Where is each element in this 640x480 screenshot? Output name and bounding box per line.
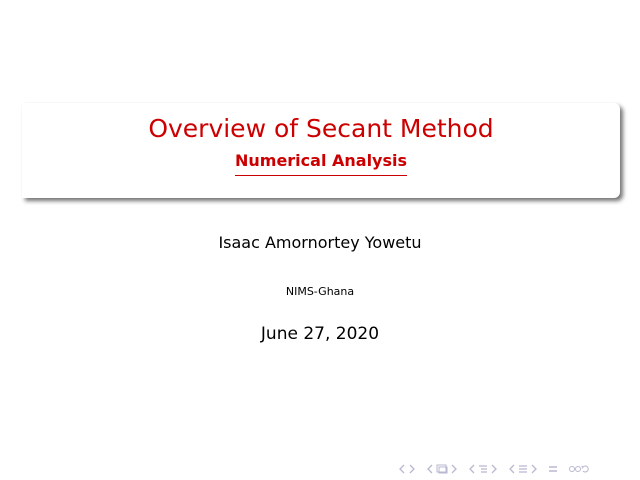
section-prev-icon[interactable] bbox=[508, 464, 516, 474]
presentation-date: June 27, 2020 bbox=[260, 324, 380, 344]
subsection-icon bbox=[478, 464, 488, 474]
subsection-next-icon[interactable] bbox=[490, 464, 498, 474]
frame-icon bbox=[436, 464, 448, 474]
slide-next-icon[interactable] bbox=[408, 464, 416, 474]
slide-nav-group bbox=[398, 464, 416, 474]
align-icon[interactable] bbox=[548, 464, 558, 474]
align-nav-group bbox=[548, 464, 558, 474]
subsection-prev-icon[interactable] bbox=[468, 464, 476, 474]
search-nav-group bbox=[568, 464, 590, 474]
section-icon bbox=[518, 464, 528, 474]
search-icon[interactable] bbox=[568, 464, 590, 474]
section-nav-group bbox=[508, 464, 538, 474]
title-block bbox=[22, 103, 620, 198]
institute-name: NIMS-Ghana bbox=[285, 285, 355, 298]
beamer-navigation-bar bbox=[398, 462, 597, 476]
subsection-nav-group bbox=[468, 464, 498, 474]
author-name: Isaac Amornortey Yowetu bbox=[218, 233, 422, 252]
frame-prev-icon[interactable] bbox=[426, 464, 434, 474]
frame-nav-group bbox=[426, 464, 458, 474]
slide-title: Overview of Secant Method bbox=[148, 114, 494, 143]
slide-prev-icon[interactable] bbox=[398, 464, 406, 474]
slide-subtitle-text: Numerical Analysis bbox=[235, 150, 407, 176]
section-next-icon[interactable] bbox=[530, 464, 538, 474]
frame-next-icon[interactable] bbox=[450, 464, 458, 474]
slide-subtitle bbox=[22, 150, 620, 176]
